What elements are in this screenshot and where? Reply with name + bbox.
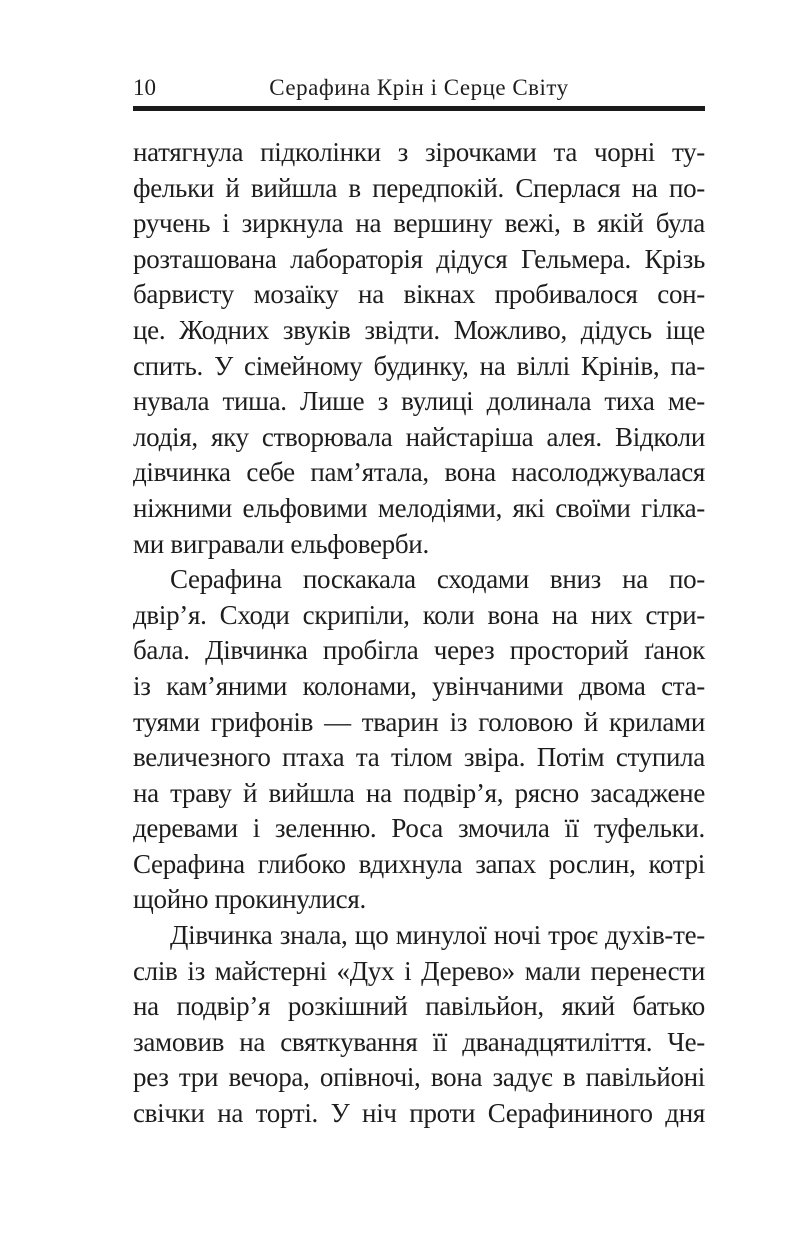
header-rule [133, 106, 705, 111]
paragraph [133, 918, 705, 1132]
text-line: двір’я. Сходи скрипіли, коли вона на них стри- [133, 599, 705, 630]
text-line: дівчинка себе пам’ятала, вона насолоджувалася [133, 457, 705, 488]
body-text [133, 135, 705, 1132]
paragraph [133, 562, 705, 918]
text-line: нувала тиша. Лише з вулиці долинала тиха ме- [133, 386, 705, 417]
text-line: замовив на святкування її дванадцятиліття. Че- [133, 1026, 705, 1057]
text-line: на траву й вийшла на подвір’я, рясно засаджене [133, 777, 705, 808]
text-line: на подвір’я розкішний павільйон, який батько [133, 991, 705, 1022]
text-line: туями грифонів — тварин із головою й крилами [133, 706, 705, 737]
running-title: Серафина Крін і Серце Світу [269, 75, 569, 100]
text-line: лодія, яку створювала найстаріша алея. Відколи [133, 421, 705, 452]
text-line: слів із майстерні «Дух і Дерево» мали перенести [133, 955, 705, 986]
page-header [133, 74, 705, 102]
text-line: величезного птаха та тілом звіра. Потім ступила [133, 742, 705, 773]
text-line: із кам’яними колонами, увінчаними двома ста- [133, 670, 705, 701]
text-line: бала. Дівчинка пробігла через просторий ґанок [133, 635, 705, 666]
text-line: Серафина поскакала сходами вниз на по- [170, 564, 705, 595]
text-line: ми вигравали ельфоверби. [133, 528, 429, 559]
text-line: деревами і зеленню. Роса змочила її туфельки. [133, 813, 705, 844]
text-line: свічки на торті. У ніч проти Серафининого дня [133, 1098, 705, 1129]
text-line: рез три вечора, опівночі, вона задує в павільйоні [133, 1062, 705, 1093]
text-line: Дівчинка знала, що минулої ночі троє духів-те- [170, 920, 705, 951]
text-line: фельки й вийшла в передпокій. Сперлася на по- [133, 172, 705, 203]
page-number: 10 [133, 75, 156, 100]
text-line: це. Жодних звуків звідти. Можливо, дідусь іще [133, 314, 705, 345]
text-line: ручень і зиркнула на вершину вежі, в якій була [133, 208, 705, 239]
text-line: щойно прокинулися. [133, 884, 366, 915]
paragraph [133, 135, 705, 562]
text-line: Серафина глибоко вдихнула запах рослин, котрі [133, 848, 705, 879]
text-line: барвисту мозаїку на вікнах пробивалося сон- [133, 279, 705, 310]
text-line: натягнула підколінки з зірочками та чорні ту- [133, 137, 705, 167]
text-line: спить. У сімейному будинку, на віллі Крінів, па- [133, 350, 705, 381]
text-line: ніжними ельфовими мелодіями, які своїми гілка- [133, 492, 705, 523]
text-line: розташована лабораторія дідуся Гельмера. Крізь [133, 243, 705, 274]
